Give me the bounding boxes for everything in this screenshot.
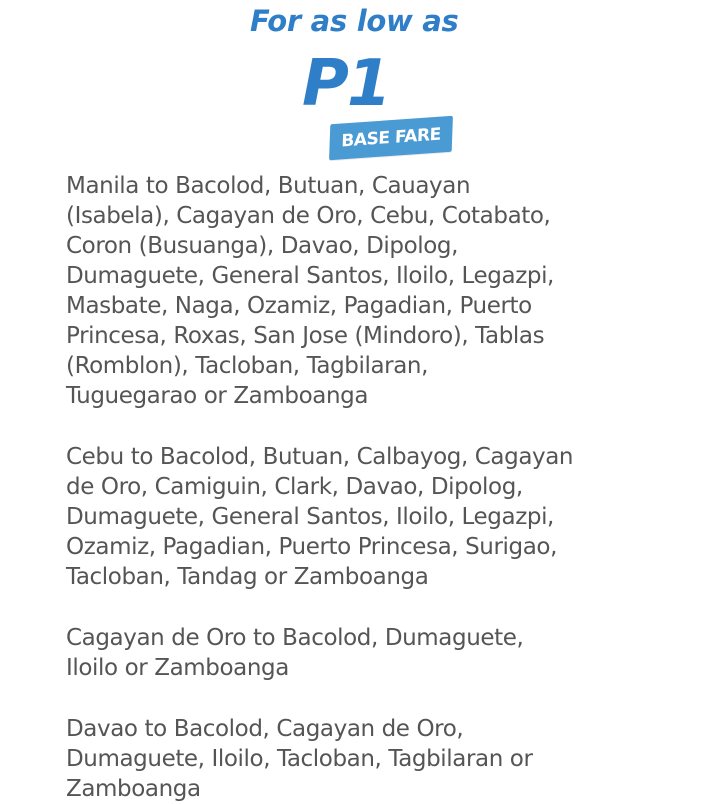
route-line: Manila to Bacolod, Butuan, Cauayan xyxy=(66,173,471,199)
route-line: Zamboanga xyxy=(66,776,201,802)
route-list xyxy=(66,171,666,804)
route-line: Cagayan de Oro to Bacolod, Dumaguete, xyxy=(66,625,524,651)
route-line: Masbate, Naga, Ozamiz, Pagadian, Puerto xyxy=(66,293,532,319)
route-paragraph xyxy=(66,171,666,411)
base-fare-label: BASE FARE xyxy=(340,124,442,152)
route-line: (Isabela), Cagayan de Oro, Cebu, Cotabato, xyxy=(66,203,551,229)
route-line: (Romblon), Tacloban, Tagbilaran, xyxy=(66,353,429,379)
route-line: Iloilo or Zamboanga xyxy=(66,655,289,681)
route-line: Ozamiz, Pagadian, Puerto Princesa, Surigao, xyxy=(66,534,558,560)
promo-header xyxy=(0,0,726,170)
base-fare-badge xyxy=(329,116,453,160)
promo-tagline: For as low as xyxy=(250,4,459,38)
route-paragraph xyxy=(66,714,666,804)
route-line: Davao to Bacolod, Cagayan de Oro, xyxy=(66,716,464,742)
route-line: Tacloban, Tandag or Zamboanga xyxy=(66,564,429,590)
route-line: Cebu to Bacolod, Butuan, Calbayog, Cagayan xyxy=(66,444,574,470)
route-line: Dumaguete, General Santos, Iloilo, Legazpi, xyxy=(66,263,554,289)
route-paragraph xyxy=(66,442,666,592)
route-line: de Oro, Camiguin, Clark, Davao, Dipolog, xyxy=(66,474,523,500)
route-paragraph xyxy=(66,623,666,683)
route-line: Dumaguete, General Santos, Iloilo, Legazpi, xyxy=(66,504,554,530)
promo-price: P1 xyxy=(302,47,390,121)
route-line: Coron (Busuanga), Davao, Dipolog, xyxy=(66,233,459,259)
route-line: Tuguegarao or Zamboanga xyxy=(66,383,369,409)
route-line: Princesa, Roxas, San Jose (Mindoro), Tablas xyxy=(66,323,545,349)
route-line: Dumaguete, Iloilo, Tacloban, Tagbilaran or xyxy=(66,746,533,772)
